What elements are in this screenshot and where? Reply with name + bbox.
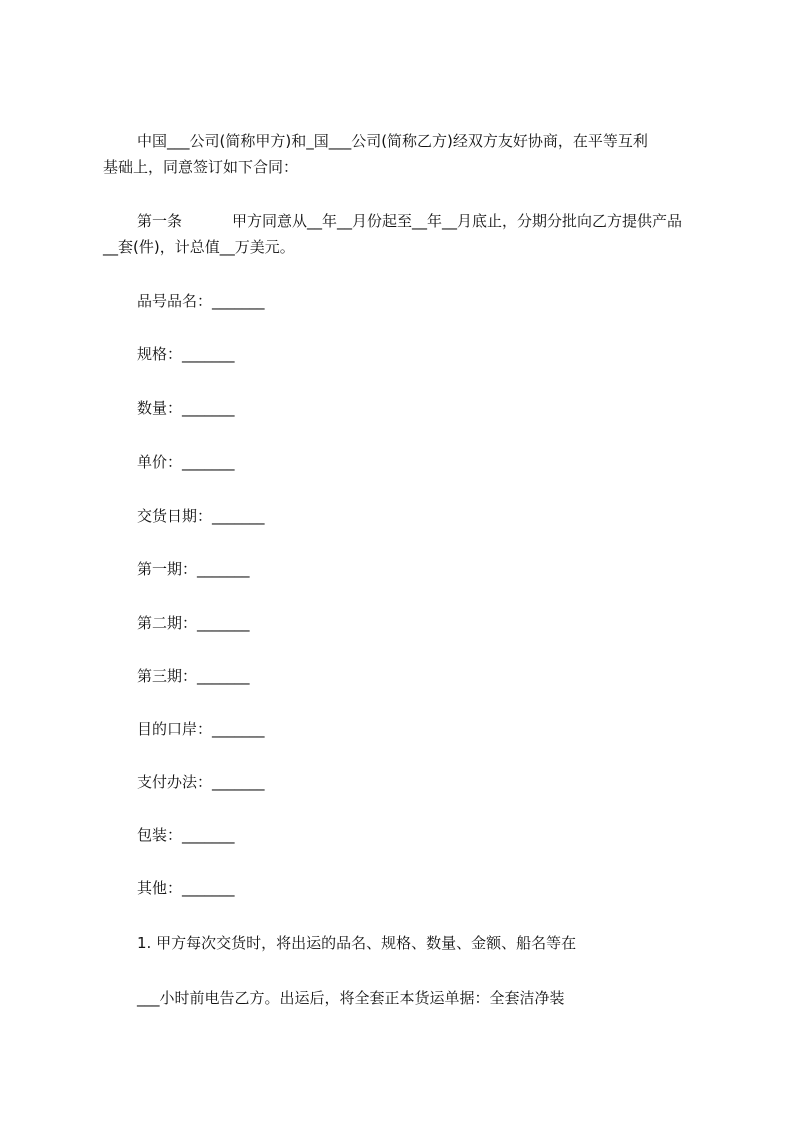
field-phase-1: 第一期：_______ <box>137 560 250 578</box>
clause-1-line-1: 1. 甲方每次交货时，将出运的品名、规格、数量、金额、船名等在 <box>137 934 577 952</box>
field-destination-port: 目的口岸：_______ <box>137 720 265 738</box>
article-1-line-2: __套(件)，计总值__万美元。 <box>103 238 295 256</box>
field-phase-3: 第三期：_______ <box>137 667 250 685</box>
field-specification: 规格：_______ <box>137 345 235 363</box>
clause-1-line-2: ___小时前电告乙方。出运后，将全套正本货运单据：全套洁净装 <box>137 989 565 1007</box>
intro-paragraph <box>103 128 703 180</box>
field-product-name: 品号品名：_______ <box>137 292 265 310</box>
field-delivery-date: 交货日期：_______ <box>137 507 265 525</box>
intro-line-1: 中国___公司(简称甲方)和_国___公司(简称乙方)经双方友好协商，在平等互利 <box>137 132 648 150</box>
intro-line-2: 基础上，同意签订如下合同： <box>103 158 299 176</box>
field-unit-price: 单价：_______ <box>137 453 235 471</box>
field-packaging: 包装：_______ <box>137 826 235 844</box>
field-other: 其他：_______ <box>137 879 235 897</box>
field-quantity: 数量：_______ <box>137 399 235 417</box>
article-1-line-1: 甲方同意从__年__月份起至__年__月底止，分期分批向乙方提供产品 <box>232 212 683 230</box>
field-payment-method: 支付办法：_______ <box>137 773 265 791</box>
article-1-paragraph <box>103 208 703 260</box>
article-1-heading: 第一条 <box>137 212 183 230</box>
field-phase-2: 第二期：_______ <box>137 614 250 632</box>
